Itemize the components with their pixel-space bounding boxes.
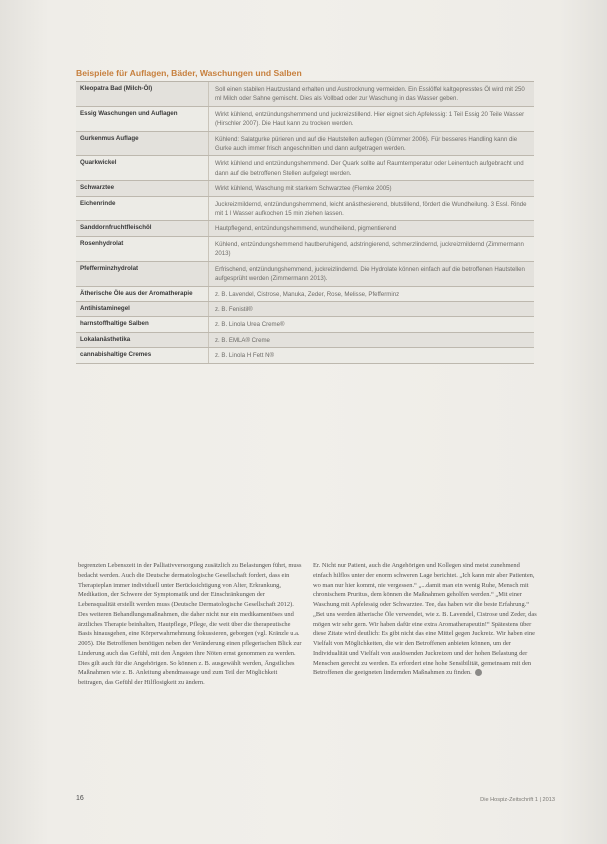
remedy-name: Sanddornfruchtfleischöl <box>80 224 152 232</box>
remedy-name: Eichenrinde <box>80 199 116 207</box>
table-row <box>76 237 534 262</box>
table-row <box>76 181 534 196</box>
remedy-description: Wirkt kühlend, entzündungshemmend und juckreizstillend. Hier eignet sich Apfelessig: 1 Teil Essig 20 Teile Wasser (Hirschler 2007). Die Haut kann zu trocken werden. <box>208 107 534 131</box>
remedy-description: Erfrischend, entzündungshemmend, juckreizlindernd. Die Hydrolate können einfach auf die betroffenen Hautstellen aufgesprüht werden (Zimmermann 2013). <box>208 262 534 286</box>
remedy-name: harnstoffhaltige Salben <box>80 320 149 328</box>
remedy-name: cannabishaltige Cremes <box>80 351 152 359</box>
table-row <box>76 82 534 107</box>
table-row <box>76 317 534 332</box>
remedy-name: Schwarztee <box>80 184 115 192</box>
remedy-description: Kühlend, entzündungshemmend hautberuhigend, adstringierend, schmerzlindernd, juckreizmildernd (Zimmermann 2013) <box>208 237 534 261</box>
remedy-name: Rosenhydrolat <box>80 239 124 247</box>
remedy-description: z. B. Lavendel, Cistrose, Manuka, Zeder, Rose, Melisse, Pfefferminz <box>208 287 534 301</box>
remedy-description: z. B. Linola Urea Creme® <box>208 317 534 331</box>
remedy-description: Kühlend: Salatgurke pürieren und auf die Hautstellen auflegen (Gümmer 2006). Für besseres Handling kann die Gurke auch immer frisch angeschnitten und dann aufgetragen werden. <box>208 132 534 156</box>
right-column-text: Er. Nicht nur Patient, auch die Angehörigen und Kollegen sind meist zunehmend einfach hilflos unter der enorm schweren Lage berichtet. „Ich kann mir aber Patienten, wo man nur hier kommt, nie vergessen.“ „...damit man ein wenig Ruhe, Mensch mit chronischem Pruritus, dem können die Maßnahmen geholfen werden.“ „Mit einer Waschung mit Apfelessig oder Schwarztee. Tee, das haben wir die beste Erfahrung.“ „Bei uns werden ätherische Öle verwendet, wie z. B. Lavendel, Cistrose und Zeder, das mögen wir sehr gern. Wir haben dafür eine extra Aromatherapeutin!“ Spätestens über diese Zitate wird deutlich: Es gibt nicht das eine Mittel gegen Juckreiz. Wir haben eine Vielfalt von Möglichkeiten, die wir den Betroffenen anbieten können, um der Individualität und Vielfalt von auslösenden Juckreizen und der hohen Belastung der Menschen gerecht zu werden. Es erfordert eine hohe Sensibilität, gemeinsam mit den Betroffenen die geeigneten lindernden Maßnahmen zu finden. <box>313 562 537 677</box>
table-row <box>76 302 534 317</box>
remedy-name: Pfefferminzhydrolat <box>80 264 139 272</box>
journal-footer: Die Hospiz-Zeitschrift 1 | 2013 <box>480 797 555 803</box>
table-row <box>76 132 534 157</box>
table-row <box>76 348 534 363</box>
table-heading: Beispiele für Auflagen, Bäder, Waschungen und Salben <box>76 68 302 78</box>
table-row <box>76 107 534 132</box>
body-text-left-column <box>78 561 302 688</box>
remedy-description: Juckreizmildernd, entzündungshemmend, leicht anästhesierend, blutstillend, fördert die Wundheilung. 3 Essl. Rinde mit 1 l Wasser aufkochen 15 min ziehen lassen. <box>208 197 534 221</box>
remedy-description: z. B. EMLA® Creme <box>208 333 534 347</box>
page-number: 16 <box>76 795 84 802</box>
table-row <box>76 156 534 181</box>
remedy-description: Wirkt kühlend und entzündungshemmend. Der Quark sollte auf Raumtemperatur oder Leinentuch aufgebracht und dann auf die betroffenen Stellen aufgelegt werden. <box>208 156 534 180</box>
remedy-name: Ätherische Öle aus der Aromatherapie <box>80 289 193 297</box>
remedy-name: Quarkwickel <box>80 159 117 167</box>
body-text-right-column <box>313 561 537 678</box>
table-row <box>76 333 534 348</box>
table-row <box>76 287 534 302</box>
remedy-description: Wirkt kühlend, Waschung mit starkem Schwarztee (Flemke 2005) <box>208 181 534 195</box>
remedy-description: z. B. Fenistil® <box>208 302 534 316</box>
table-row <box>76 221 534 236</box>
remedy-name: Essig Waschungen und Auflagen <box>80 109 178 117</box>
article-end-icon <box>475 669 482 676</box>
remedy-name: Lokalanästhetika <box>80 335 131 343</box>
table-row <box>76 197 534 222</box>
remedy-name: Gurkenmus Auflage <box>80 134 139 142</box>
remedy-name: Kleopatra Bad (Milch-Öl) <box>80 85 153 92</box>
remedy-description: Hautpflegend, entzündungshemmend, wundheilend, pigmentierend <box>208 221 534 235</box>
remedy-description: Soll einen stabilen Hautzustand erhalten und Austrocknung vermeiden. Ein Esslöffel kaltgepresstes Öl wird mit 250 ml Milch oder Sahne gemischt. Dies als Vollbad oder zur Waschung in das Wasser geben. <box>208 82 534 106</box>
remedy-name: Antihistaminegel <box>80 304 130 312</box>
left-column-text: begrenzten Lebenszeit in der Palliativversorgung zusätzlich zu Belastungen führt, muss bedacht werden. Auch die Deutsche dermatologische Gesellschaft fordert, dass ein Therapieplan immer individuell unter Berücksichtigung von Alter, Erkrankung, Medikation, der Schwere der Symptomatik und der Einschränkungen der Lebensqualität erstellt werden muss (Deutsche Dermatologische Gesellschaft 2012). Des weiteren Behandlungsmaßnahmen, die daher nicht nur ein medikamentöses und ärztliches Therapie beinhalten, Hautpflege, Pflege, die weit über die therapeutische Basis hinausgehen, eine Körperwahrnehmung fokussieren, geborgen (vgl. Kränzle u.a. 2005). Die Betroffenen benötigen neben der Veränderung einen pflegerischen Blick zur Linderung auch das Gefühl, mit den Ängsten ihre Nöten ernst genommen zu werden. Dies gilt auch für die Angehörigen. So können z. B. ausgewählt werden, Ängstliches Maßnahmen wie z. B. Anleitung abendmassage und zum Teil der Möglichkeit beitragen, das Gefühl der Hilflosigkeit zu ändern. <box>78 562 302 686</box>
remedy-table <box>76 81 534 364</box>
remedy-description: z. B. Linola H Fett N® <box>208 348 534 362</box>
table-row <box>76 262 534 287</box>
